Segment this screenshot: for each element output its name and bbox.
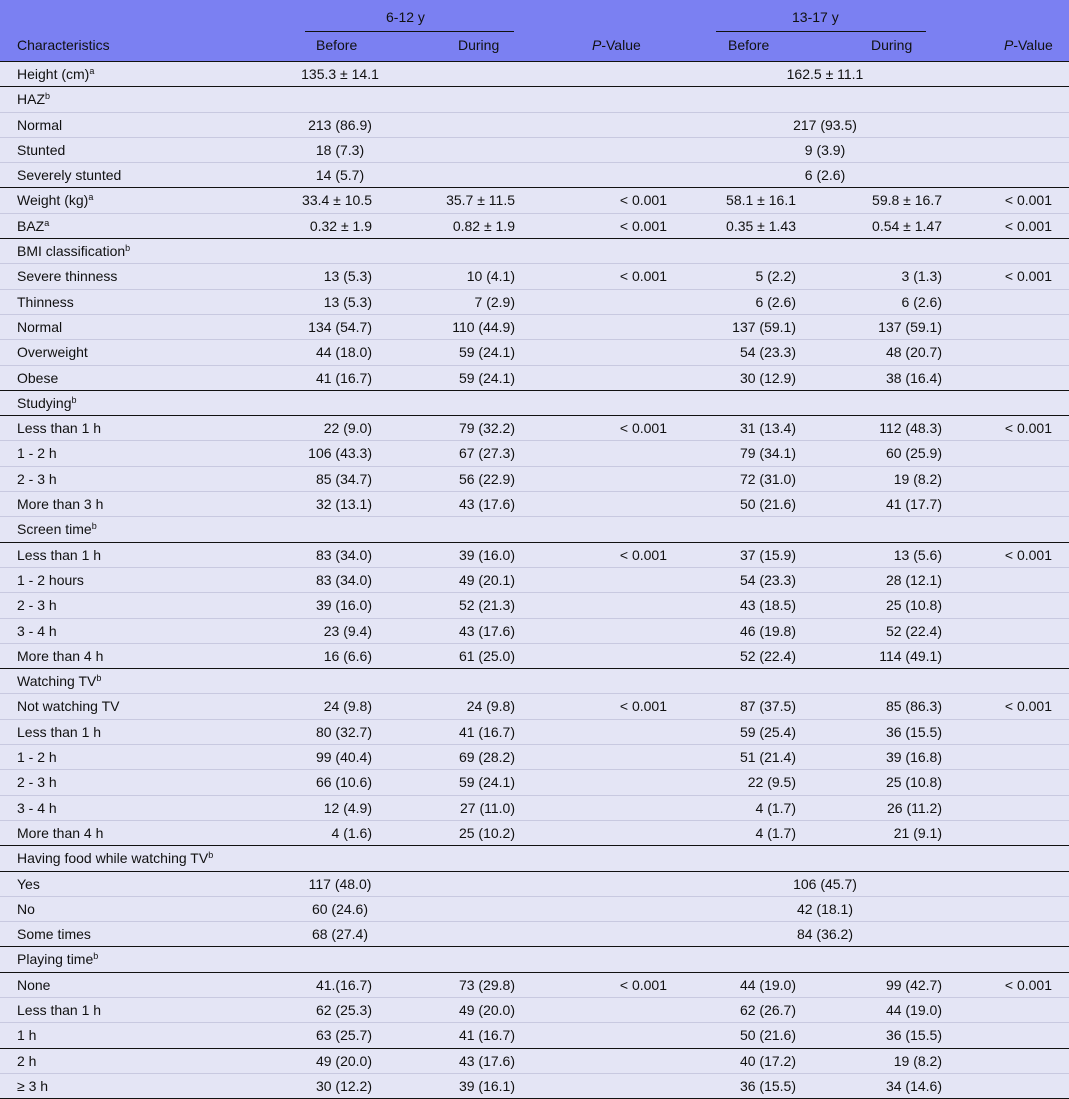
value-cell: 25 (10.8) (885, 597, 942, 614)
row-label: Thinness (17, 293, 74, 310)
value-cell: 4 (1.7) (755, 824, 796, 841)
header-before-2: Before (728, 37, 770, 53)
table-row (0, 618, 1069, 643)
merged-cell: 14 (5.7) (315, 167, 365, 184)
table-row (0, 238, 1069, 263)
value-cell: 39 (16.0) (458, 546, 515, 563)
row-label: 3 - 4 h (17, 799, 57, 816)
row-label: Yes (17, 875, 40, 892)
table-row (0, 567, 1069, 592)
header-characteristics: Characteristics (17, 37, 110, 53)
value-cell: 134 (54.7) (308, 318, 372, 335)
value-cell: 85 (34.7) (315, 470, 372, 487)
table-row (0, 946, 1069, 971)
value-cell: 110 (44.9) (452, 318, 515, 335)
value-cell: 6 (2.6) (755, 293, 796, 310)
row-label: 2 - 3 h (17, 774, 57, 791)
value-cell: 25 (10.8) (885, 774, 942, 791)
table-row (0, 62, 1069, 86)
footnote-marker: b (71, 394, 77, 405)
row-label: Some times (17, 926, 91, 943)
value-cell: 0.54 ± 1.47 (872, 217, 942, 234)
merged-cell: 135.3 ± 14.1 (301, 66, 379, 82)
value-cell: 67 (27.3) (458, 445, 515, 462)
merged-cell: 84 (36.2) (796, 926, 854, 943)
value-cell: 0.32 ± 1.9 (309, 217, 372, 234)
table-row (0, 795, 1069, 820)
table-row (0, 491, 1069, 516)
value-cell: 13 (5.6) (893, 546, 942, 563)
p-value-cell: < 0.001 (619, 546, 667, 563)
p-value-cell: < 0.001 (619, 217, 667, 234)
value-cell: 41 (16.7) (458, 1027, 515, 1044)
value-cell: 39 (16.1) (458, 1077, 515, 1094)
table-row (0, 390, 1069, 415)
table-row (0, 112, 1069, 137)
value-cell: 4 (1.6) (331, 824, 372, 841)
value-cell: 32 (13.1) (315, 496, 372, 513)
row-label: Watching $TV^b$ (17, 673, 102, 690)
value-cell: 13 (5.3) (323, 293, 372, 310)
value-cell: 69 (28.2) (458, 749, 515, 766)
value-cell: 99 (42.7) (885, 976, 942, 993)
footnote-marker: b (91, 521, 97, 532)
p-value-cell: < 0.001 (619, 976, 667, 993)
row-label: BMI classification$^b$ (17, 243, 131, 260)
value-cell: 79 (34.1) (739, 445, 796, 462)
row-label: BAZ$^a$ (17, 217, 50, 234)
value-cell: 137 (59.1) (878, 318, 942, 335)
row-label: Stunted (17, 141, 66, 158)
p-value-cell: < 0.001 (619, 192, 667, 209)
value-cell: 39 (16.8) (885, 749, 942, 766)
header-during-1: During (458, 37, 500, 53)
value-cell: 52 (22.4) (885, 622, 942, 639)
value-cell: 0.35 ± 1.43 (726, 217, 796, 234)
merged-cell: 106 (45.7) (793, 875, 857, 892)
value-cell: 7 (2.9) (474, 293, 515, 310)
header-during-2: During (871, 37, 913, 53)
value-cell: 43 (18.5) (739, 597, 796, 614)
value-cell: 37 (15.9) (739, 546, 796, 563)
value-cell: 43 (17.6) (458, 1052, 515, 1069)
table-header (0, 0, 1069, 62)
table-row (0, 769, 1069, 794)
merged-cell: 60 (24.6) (311, 900, 369, 917)
footnote-marker: a (88, 192, 94, 203)
value-cell: 56 (22.9) (458, 470, 515, 487)
value-cell: 30 (12.2) (315, 1077, 372, 1094)
value-cell: 80 (32.7) (315, 723, 372, 740)
table-row (0, 289, 1069, 314)
merged-cell: 42 (18.1) (796, 900, 854, 917)
merged-cell: 217 (93.5) (793, 116, 857, 133)
value-cell: 43 (17.6) (458, 622, 515, 639)
table-row (0, 1048, 1069, 1073)
footnote-marker: b (93, 951, 99, 962)
table-row (0, 86, 1069, 111)
row-label: Playing time$^b$ (17, 951, 99, 968)
value-cell: 63 (25.7) (315, 1027, 372, 1044)
value-cell: 48 (20.7) (885, 344, 942, 361)
header-pvalue-1: P-Value (592, 37, 641, 53)
table-row (0, 820, 1069, 845)
merged-cell: 162.5 ± 11.1 (786, 66, 864, 82)
table-row (0, 466, 1069, 491)
p-value-cell: < 0.001 (619, 698, 667, 715)
value-cell: 51 (21.4) (739, 749, 796, 766)
footnote-marker: b (208, 850, 214, 861)
value-cell: 49 (20.1) (458, 571, 515, 588)
row-label: Less than 1 h (17, 723, 102, 740)
value-cell: 106 (43.3) (308, 445, 372, 462)
value-cell: 13 (5.3) (323, 268, 372, 285)
row-label: ≥ 3 h (17, 1077, 49, 1094)
table-row (0, 592, 1069, 617)
value-cell: 61 (25.0) (458, 647, 515, 664)
value-cell: 16 (6.6) (323, 647, 372, 664)
table-row (0, 1022, 1069, 1047)
value-cell: 59 (25.4) (739, 723, 796, 740)
value-cell: 30 (12.9) (739, 369, 796, 386)
value-cell: 49 (20.0) (458, 1001, 515, 1018)
value-cell: 34 (14.6) (885, 1077, 942, 1094)
value-cell: 43 (17.6) (458, 496, 515, 513)
value-cell: 54 (23.3) (739, 571, 796, 588)
value-cell: 60 (25.9) (885, 445, 942, 462)
value-cell: 22 (9.0) (323, 420, 372, 437)
value-cell: 4 (1.7) (755, 799, 796, 816)
header-group-6-12: 6-12 y (386, 9, 425, 25)
value-cell: 46 (19.8) (739, 622, 796, 639)
value-cell: 10 (4.1) (466, 268, 515, 285)
value-cell: 39 (16.0) (315, 597, 372, 614)
value-cell: 23 (9.4) (323, 622, 372, 639)
value-cell: 3 (1.3) (901, 268, 942, 285)
value-cell: 83 (34.0) (315, 571, 372, 588)
row-label: Studying$^b$ (17, 394, 77, 411)
header-group-13-17: 13-17 y (792, 9, 839, 25)
row-label: More than 4 h (17, 647, 104, 664)
value-cell: 36 (15.5) (885, 723, 942, 740)
value-cell: 36 (15.5) (739, 1077, 796, 1094)
value-cell: 99 (40.4) (315, 749, 372, 766)
value-cell: 73 (29.8) (458, 976, 515, 993)
table-row (0, 137, 1069, 162)
table-row (0, 896, 1069, 921)
value-cell: 40 (17.2) (739, 1052, 796, 1069)
table-row (0, 213, 1069, 238)
table-row (0, 187, 1069, 212)
table-row (0, 693, 1069, 718)
row-label: None (17, 976, 51, 993)
value-cell: 62 (25.3) (315, 1001, 372, 1018)
row-label: 2 - 3 h (17, 597, 57, 614)
value-cell: 31 (13.4) (739, 420, 796, 437)
row-label: 3 - 4 h (17, 622, 57, 639)
table-row (0, 643, 1069, 668)
p-value-cell: < 0.001 (619, 268, 667, 285)
value-cell: 44 (19.0) (739, 976, 796, 993)
value-cell: 87 (37.5) (739, 698, 796, 715)
p-value-cell: < 0.001 (1004, 546, 1052, 563)
row-label: Weight (kg)$^a$ (17, 192, 94, 209)
row-label: 1 - 2 h (17, 445, 57, 462)
group2-underline (716, 31, 926, 32)
row-label: Normal (17, 318, 63, 335)
table-row (0, 921, 1069, 946)
table-row (0, 365, 1069, 390)
value-cell: 114 (49.1) (879, 647, 942, 664)
value-cell: 41 (16.7) (315, 369, 372, 386)
row-label: 2 - 3 h (17, 470, 57, 487)
row-label: Having food while watching $TV^b$ (17, 850, 214, 867)
value-cell: 19 (8.2) (893, 470, 942, 487)
row-label: No (17, 900, 35, 917)
value-cell: 62 (26.7) (739, 1001, 796, 1018)
value-cell: 25 (10.2) (458, 824, 515, 841)
p-value-cell: < 0.001 (1004, 192, 1052, 209)
value-cell: 49 (20.0) (315, 1052, 372, 1069)
value-cell: 38 (16.4) (885, 369, 942, 386)
value-cell: 19 (8.2) (893, 1052, 942, 1069)
value-cell: 26 (11.2) (887, 799, 942, 816)
value-cell: 5 (2.2) (755, 268, 796, 285)
value-cell: 83 (34.0) (315, 546, 372, 563)
p-value-cell: < 0.001 (1004, 268, 1052, 285)
p-value-cell: < 0.001 (619, 420, 667, 437)
table-row (0, 314, 1069, 339)
value-cell: 79 (32.2) (458, 420, 515, 437)
value-cell: 54 (23.3) (739, 344, 796, 361)
value-cell: 6 (2.6) (901, 293, 942, 310)
merged-cell: 117 (48.0) (308, 875, 372, 892)
merged-cell: 68 (27.4) (311, 926, 369, 943)
value-cell: 72 (31.0) (739, 470, 796, 487)
row-label: Severely stunted (17, 167, 122, 184)
value-cell: 137 (59.1) (732, 318, 796, 335)
footnote-marker: b (96, 673, 102, 684)
footnote-marker: a (44, 217, 50, 228)
merged-cell: 6 (2.6) (804, 167, 846, 184)
table-row (0, 719, 1069, 744)
value-cell: 24 (9.8) (323, 698, 372, 715)
row-label: Severe thinness (17, 268, 118, 285)
row-label: More than 4 h (17, 824, 104, 841)
table-row (0, 871, 1069, 896)
row-label: Obese (17, 369, 59, 386)
value-cell: 41 (16.7) (458, 723, 515, 740)
row-label: Less than 1 h (17, 546, 102, 563)
value-cell: 50 (21.6) (739, 496, 796, 513)
merged-cell: 18 (7.3) (315, 141, 365, 158)
table-row (0, 339, 1069, 364)
row-label: Less than 1 h (17, 420, 102, 437)
value-cell: 59 (24.1) (458, 344, 515, 361)
table-row (0, 997, 1069, 1022)
p-value-cell: < 0.001 (1004, 976, 1052, 993)
merged-cell: 9 (3.9) (804, 141, 846, 158)
value-cell: 58.1 ± 16.1 (726, 192, 796, 209)
table-row (0, 516, 1069, 541)
p-value-cell: < 0.001 (1004, 420, 1052, 437)
header-before-1: Before (316, 37, 358, 53)
value-cell: 112 (48.3) (879, 420, 942, 437)
group1-underline (305, 31, 514, 32)
value-cell: 59.8 ± 16.7 (872, 192, 942, 209)
table-row (0, 415, 1069, 440)
row-label: Overweight (17, 344, 88, 361)
footnote-marker: a (89, 66, 95, 76)
row-label: 1 - 2 h (17, 749, 57, 766)
footnote-marker: b (45, 91, 51, 102)
value-cell: 66 (10.6) (315, 774, 372, 791)
row-label: HAZ$^b$ (17, 91, 51, 108)
row-label: More than 3 h (17, 496, 104, 513)
table-row (0, 542, 1069, 567)
table-row (0, 263, 1069, 288)
row-label: 1 h (17, 1027, 37, 1044)
value-cell: 59 (24.1) (458, 369, 515, 386)
row-label: Screen time$^b$ (17, 521, 97, 538)
row-label: Less than 1 h (17, 1001, 102, 1018)
table-row (0, 668, 1069, 693)
merged-cell: 213 (86.9) (308, 116, 372, 133)
value-cell: 44 (19.0) (885, 1001, 942, 1018)
table-row (0, 1073, 1069, 1098)
value-cell: 0.82 ± 1.9 (452, 217, 515, 234)
value-cell: 52 (22.4) (739, 647, 796, 664)
value-cell: 44 (18.0) (315, 344, 372, 361)
p-value-cell: < 0.001 (1004, 217, 1052, 234)
row-label: 2 h (17, 1052, 37, 1069)
table-row (0, 845, 1069, 870)
table-row (0, 744, 1069, 769)
value-cell: 27 (11.0) (460, 799, 515, 816)
header-pvalue-2: P-Value (1004, 37, 1053, 53)
value-cell: 41.(16.7) (315, 976, 372, 993)
value-cell: 22 (9.5) (747, 774, 796, 791)
value-cell: 33.4 ± 10.5 (302, 192, 372, 209)
value-cell: 41 (17.7) (885, 496, 942, 513)
value-cell: 59 (24.1) (458, 774, 515, 791)
row-label: 1 - 2 hours (17, 571, 84, 588)
value-cell: 50 (21.6) (739, 1027, 796, 1044)
value-cell: 12 (4.9) (323, 799, 372, 816)
value-cell: 24 (9.8) (466, 698, 515, 715)
value-cell: 85 (86.3) (885, 698, 942, 715)
table-row (0, 162, 1069, 187)
row-label: Not watching TV (17, 698, 120, 715)
table-row (0, 972, 1069, 997)
row-label: Height (cm)$^a$ (17, 66, 95, 82)
value-cell: 21 (9.1) (893, 824, 942, 841)
row-label: Normal (17, 116, 63, 133)
value-cell: 28 (12.1) (885, 571, 942, 588)
value-cell: 52 (21.3) (458, 597, 515, 614)
value-cell: 36 (15.5) (885, 1027, 942, 1044)
table-body (0, 62, 1069, 1098)
table-row (0, 440, 1069, 465)
footnote-marker: b (125, 243, 131, 254)
p-value-cell: < 0.001 (1004, 698, 1052, 715)
value-cell: 35.7 ± 11.5 (446, 192, 515, 209)
